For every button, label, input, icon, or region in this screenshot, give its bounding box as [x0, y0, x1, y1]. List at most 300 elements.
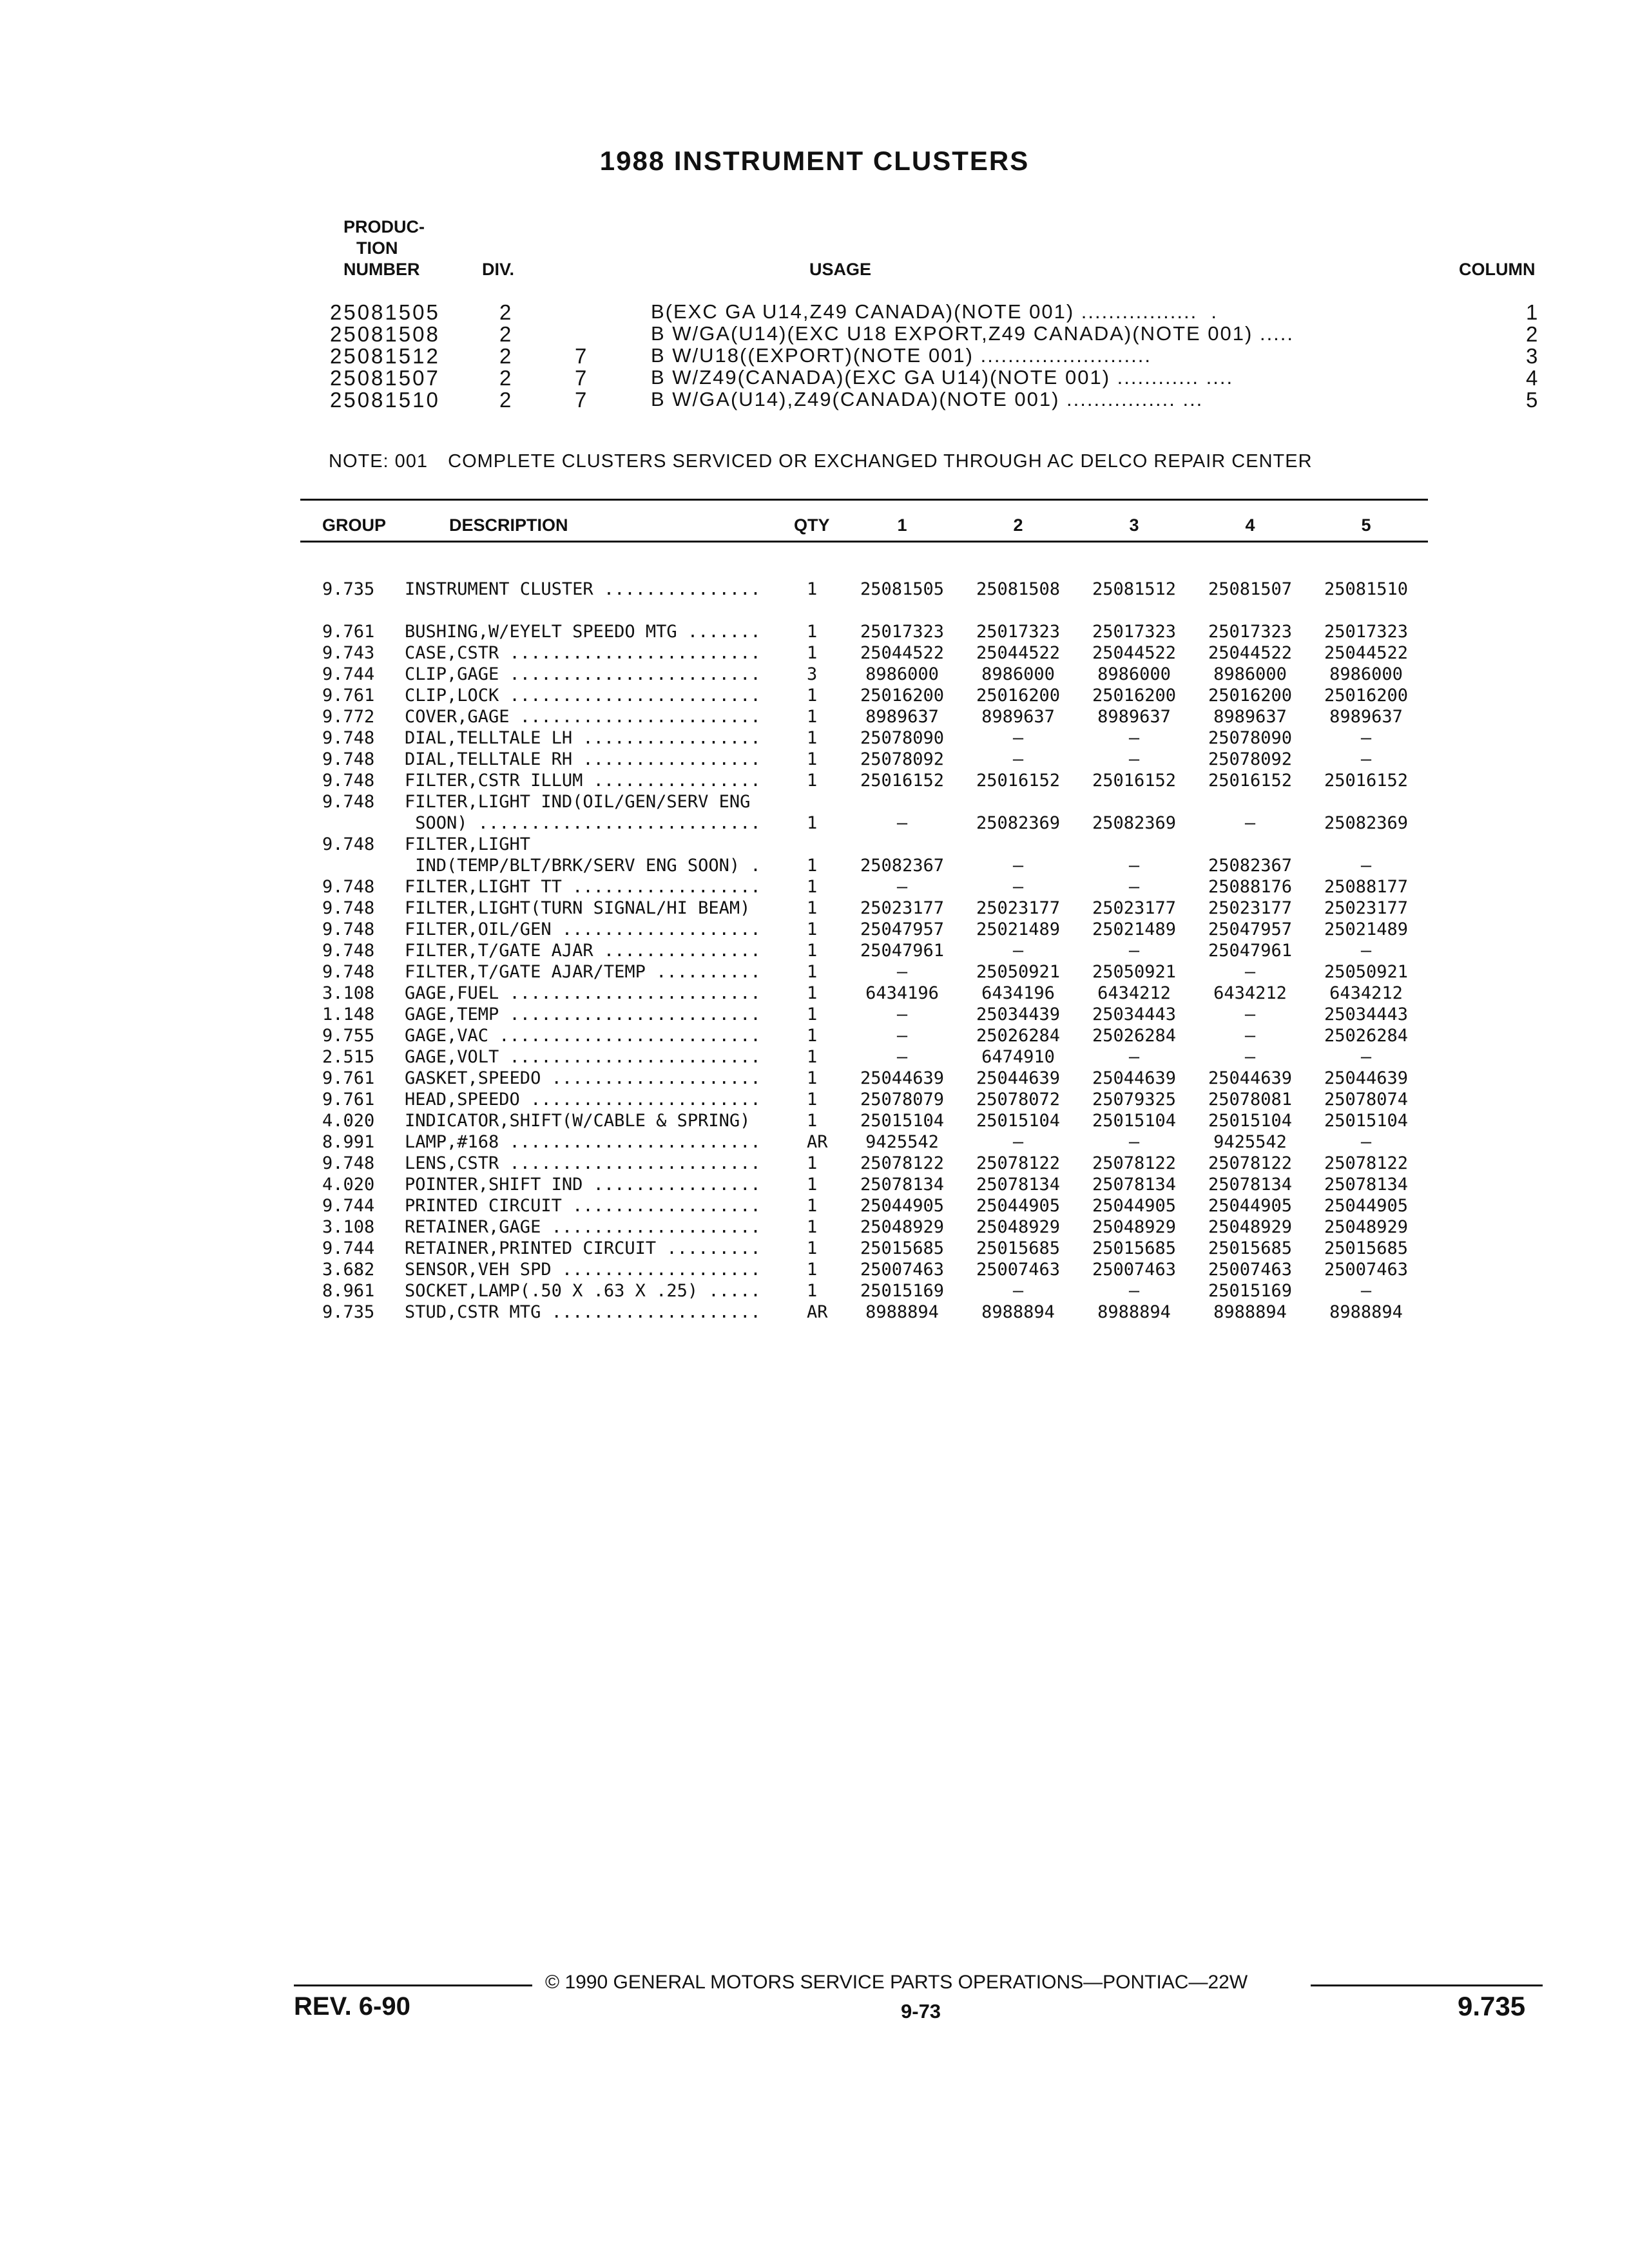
production-number: 25081510 [330, 388, 440, 412]
part-number-cell: 25048929 [860, 1217, 945, 1237]
usage-text: B W/GA(U14),Z49(CANADA)(NOTE 001) ................ ... [651, 388, 1204, 410]
part-number-cell: — [1244, 962, 1256, 982]
description-cell: FILTER,LIGHT [405, 834, 531, 854]
description-header: DESCRIPTION [449, 515, 568, 535]
part-number-cell: — [896, 1026, 908, 1046]
part-number-cell: 8986000 [1329, 664, 1403, 684]
part-number-cell: 25026284 [1324, 1026, 1409, 1046]
part-number-cell: — [1360, 749, 1372, 769]
table-row [0, 983, 1629, 1004]
part-number-cell: — [1012, 728, 1024, 748]
group-cell: 9.748 [322, 898, 375, 918]
usage-text: B(EXC GA U14,Z49 CANADA)(NOTE 001) ................. . [651, 300, 1219, 323]
part-number-cell: 25082367 [1208, 856, 1293, 876]
part-number-cell: 25034443 [1324, 1004, 1409, 1024]
part-number-cell: 25044905 [1324, 1196, 1409, 1216]
part-number-cell: 25016152 [1208, 771, 1293, 791]
qty-cell: 1 [807, 1217, 818, 1237]
qty-cell: 1 [807, 771, 818, 791]
qty-cell: 1 [807, 1238, 818, 1258]
description-cell: RETAINER,GAGE .................... [405, 1217, 761, 1237]
production-number: 25081512 [330, 344, 440, 368]
part-number-cell: — [1360, 1132, 1372, 1152]
part-number-cell: 25021489 [976, 919, 1061, 939]
qty-cell: 1 [807, 1153, 818, 1173]
produc-label: PRODUC- [343, 217, 425, 236]
usage-text: B W/U18((EXPORT)(NOTE 001) ......................... [651, 344, 1152, 367]
part-number-cell: 8986000 [981, 664, 1055, 684]
qty-cell: 1 [807, 1090, 818, 1110]
part-number-cell: 8989637 [865, 707, 939, 727]
part-number-cell: 25015685 [1092, 1238, 1177, 1258]
description-cell: POINTER,SHIFT IND ................ [405, 1175, 761, 1195]
group-cell: 9.735 [322, 579, 375, 599]
description-cell: STUD,CSTR MTG .................... [405, 1302, 761, 1322]
part-number-cell: 8989637 [1097, 707, 1171, 727]
part-number-cell: 25048929 [1092, 1217, 1177, 1237]
div-label: DIV. [482, 260, 515, 279]
table-row [0, 1089, 1629, 1110]
group-cell: 9.744 [322, 1196, 375, 1216]
division: 2 [499, 366, 514, 390]
part-number-cell: 25047961 [860, 941, 945, 961]
group-cell: 2.515 [322, 1047, 375, 1067]
part-number-cell: 25016200 [976, 686, 1061, 706]
part-number-cell: — [1128, 1281, 1140, 1301]
part-number-cell: 25082369 [1324, 813, 1409, 833]
part-number-cell: 8986000 [1213, 664, 1287, 684]
part-number-cell: — [896, 813, 908, 833]
part-number-cell: 25078134 [860, 1175, 945, 1195]
part-number-cell: — [1360, 856, 1372, 876]
part-number-cell: 25044522 [860, 643, 945, 663]
description-cell: GAGE,FUEL ........................ [405, 983, 761, 1003]
table-row [0, 1195, 1629, 1216]
part-number-cell: 8988894 [1213, 1302, 1287, 1322]
part-number-cell: 25078092 [860, 749, 945, 769]
footer-rule-right [1311, 1984, 1543, 1986]
qty-cell: 1 [807, 1004, 818, 1024]
part-number-cell: 8989637 [1329, 707, 1403, 727]
part-number-cell: 25023177 [860, 898, 945, 918]
description-cell: GASKET,SPEEDO .................... [405, 1068, 761, 1088]
qty-cell: 1 [807, 898, 818, 918]
part-number-cell: — [1244, 1047, 1256, 1067]
group-cell: 9.744 [322, 664, 375, 684]
part-number-cell: 25078134 [976, 1175, 1061, 1195]
table-row [0, 685, 1629, 706]
part-number-cell: 6434196 [865, 983, 939, 1003]
qty-cell: AR [807, 1302, 828, 1322]
part-number-cell: 25078122 [1208, 1153, 1293, 1173]
part-number-cell: 25023177 [1092, 898, 1177, 918]
table-row [0, 791, 1629, 812]
table-row [0, 1110, 1629, 1131]
part-number-cell: — [1128, 728, 1140, 748]
qty-cell: 1 [807, 983, 818, 1003]
group-cell: 9.743 [322, 643, 375, 663]
part-number-cell: 25081505 [860, 579, 945, 599]
group-cell: 9.748 [322, 834, 375, 854]
table-row [0, 1259, 1629, 1280]
part-number-cell: 25050921 [1324, 962, 1409, 982]
part-number-cell: — [896, 1047, 908, 1067]
part-number-cell: — [1128, 1132, 1140, 1152]
part-number-cell: — [1360, 941, 1372, 961]
qty-cell: 1 [807, 1068, 818, 1088]
qty-header: QTY [794, 515, 830, 535]
note-label: NOTE: 001 [329, 451, 429, 472]
column-label: COLUMN [1459, 260, 1536, 279]
division: 2 [499, 388, 514, 412]
description-cell: GAGE,VOLT ........................ [405, 1047, 761, 1067]
part-number-cell: 25088177 [1324, 877, 1409, 897]
part-number-cell: — [1360, 728, 1372, 748]
group-cell: 9.748 [322, 792, 375, 812]
production-number: 25081508 [330, 322, 440, 346]
table-row [0, 1174, 1629, 1195]
part-number-cell: 25023177 [1324, 898, 1409, 918]
part-number-cell: — [1360, 1047, 1372, 1067]
part-number-cell: 6434212 [1329, 983, 1403, 1003]
table-row [0, 1068, 1629, 1089]
part-number-cell: — [1012, 1281, 1024, 1301]
part-number-cell: 25044905 [1208, 1196, 1293, 1216]
part-number-cell: 25044905 [860, 1196, 945, 1216]
part-number-cell: 25023177 [976, 898, 1061, 918]
part-number-cell: 25044639 [860, 1068, 945, 1088]
division-secondary: 7 [575, 366, 589, 390]
description-cell: FILTER,T/GATE AJAR ............... [405, 941, 761, 961]
description-cell: GAGE,VAC ......................... [405, 1026, 761, 1046]
part-number-cell: 8988894 [1329, 1302, 1403, 1322]
part-number-cell: 25078092 [1208, 749, 1293, 769]
part-number-cell: 25044639 [1092, 1068, 1177, 1088]
part-number-cell: 25007463 [1092, 1260, 1177, 1280]
part-number-cell: 25078122 [976, 1153, 1061, 1173]
part-number-cell: 25044905 [1092, 1196, 1177, 1216]
part-number-cell: 25017323 [976, 622, 1061, 642]
part-number-cell: — [1012, 856, 1024, 876]
table-row [0, 749, 1629, 770]
description-cell: BUSHING,W/EYELT SPEEDO MTG ....... [405, 622, 761, 642]
group-cell: 9.744 [322, 1238, 375, 1258]
table-row [0, 812, 1629, 834]
number-label: NUMBER [343, 260, 420, 279]
part-number-cell: 25081507 [1208, 579, 1293, 599]
revision-label: REV. 6-90 [294, 1992, 410, 2021]
part-number-cell: 25007463 [1208, 1260, 1293, 1280]
column-number: 3 [1526, 344, 1540, 368]
qty-cell: 1 [807, 1047, 818, 1067]
usage-text: B W/Z49(CANADA)(EXC GA U14)(NOTE 001) ............ .... [651, 366, 1234, 389]
part-number-cell: 25015104 [1324, 1111, 1409, 1131]
description-cell: SOON) ........................... [405, 813, 761, 833]
description-cell: COVER,GAGE ....................... [405, 707, 761, 727]
part-number-cell: 25044522 [976, 643, 1061, 663]
description-cell: IND(TEMP/BLT/BRK/SERV ENG SOON) . [405, 856, 761, 876]
part-number-cell: 25078122 [860, 1153, 945, 1173]
part-number-cell: 25015685 [1324, 1238, 1409, 1258]
table-row [0, 834, 1629, 855]
part-number-cell: 25048929 [1324, 1217, 1409, 1237]
part-number-cell: 8988894 [1097, 1302, 1171, 1322]
table-row [0, 1216, 1629, 1238]
part-number-cell: 25015685 [860, 1238, 945, 1258]
column-number: 4 [1526, 366, 1540, 390]
part-number-cell: — [1128, 941, 1140, 961]
group-cell: 9.748 [322, 919, 375, 939]
description-cell: LENS,CSTR ........................ [405, 1153, 761, 1173]
part-number-cell: 6434196 [981, 983, 1055, 1003]
column-1-header: 1 [897, 515, 907, 535]
part-number-cell: 25016200 [1208, 686, 1293, 706]
part-number-cell: 25015104 [860, 1111, 945, 1131]
table-row [0, 855, 1629, 876]
group-cell: 3.682 [322, 1260, 375, 1280]
group-cell: 8.991 [322, 1132, 375, 1152]
section-number: 9.735 [1458, 1991, 1526, 2021]
division-secondary: 7 [575, 344, 589, 368]
part-number-cell: 25078134 [1092, 1175, 1177, 1195]
part-number-cell: — [1128, 749, 1140, 769]
part-number-cell: 25015169 [860, 1281, 945, 1301]
group-cell: 9.761 [322, 686, 375, 706]
part-number-cell: 25078072 [976, 1090, 1061, 1110]
description-cell: SOCKET,LAMP(.50 X .63 X .25) ..... [405, 1281, 761, 1301]
part-number-cell: 25016200 [1324, 686, 1409, 706]
footer-rule-left [294, 1984, 532, 1986]
group-cell: 9.748 [322, 962, 375, 982]
part-number-cell: — [1244, 1026, 1256, 1046]
table-row [0, 642, 1629, 664]
description-cell: GAGE,TEMP ........................ [405, 1004, 761, 1024]
part-number-cell: 25088176 [1208, 877, 1293, 897]
part-number-cell: 6434212 [1097, 983, 1171, 1003]
qty-cell: 1 [807, 749, 818, 769]
part-number-cell: 25044522 [1208, 643, 1293, 663]
part-number-cell: 25034439 [976, 1004, 1061, 1024]
part-number-cell: 25021489 [1324, 919, 1409, 939]
copyright-line: © 1990 GENERAL MOTORS SERVICE PARTS OPERATIONS—PONTIAC—22W [545, 1972, 1248, 1993]
description-cell: INDICATOR,SHIFT(W/CABLE & SPRING) [405, 1111, 751, 1131]
qty-cell: 1 [807, 919, 818, 939]
part-number-cell: 25081510 [1324, 579, 1409, 599]
qty-cell: 1 [807, 1260, 818, 1280]
table-row [0, 898, 1629, 919]
part-number-cell: 25081508 [976, 579, 1061, 599]
table-row [0, 770, 1629, 791]
table-row [0, 621, 1629, 642]
table-row [0, 1004, 1629, 1025]
part-number-cell: 25048929 [976, 1217, 1061, 1237]
part-number-cell: 25015685 [1208, 1238, 1293, 1258]
part-number-cell: 25050921 [1092, 962, 1177, 982]
qty-cell: 1 [807, 813, 818, 833]
part-number-cell: — [1012, 941, 1024, 961]
description-cell: FILTER,LIGHT(TURN SIGNAL/HI BEAM) [405, 898, 751, 918]
description-cell: CLIP,LOCK ........................ [405, 686, 761, 706]
part-number-cell: 25048929 [1208, 1217, 1293, 1237]
part-number-cell: 25015104 [1092, 1111, 1177, 1131]
part-number-cell: — [1128, 856, 1140, 876]
qty-cell: 1 [807, 643, 818, 663]
group-cell: 9.748 [322, 771, 375, 791]
part-number-cell: 25044639 [1324, 1068, 1409, 1088]
table-top-rule [300, 499, 1428, 501]
qty-cell: 1 [807, 962, 818, 982]
part-number-cell: — [896, 962, 908, 982]
qty-cell: 1 [807, 1026, 818, 1046]
part-number-cell: — [1360, 1281, 1372, 1301]
part-number-cell: 25015685 [976, 1238, 1061, 1258]
qty-cell: 3 [807, 664, 818, 684]
qty-cell: 1 [807, 1281, 818, 1301]
description-cell: SENSOR,VEH SPD ................... [405, 1260, 761, 1280]
part-number-cell: 25016152 [860, 771, 945, 791]
description-cell: PRINTED CIRCUIT .................. [405, 1196, 761, 1216]
part-number-cell: 25078134 [1208, 1175, 1293, 1195]
part-number-cell: 25023177 [1208, 898, 1293, 918]
part-number-cell: 25044639 [976, 1068, 1061, 1088]
page-number: 9-73 [901, 2000, 941, 2023]
part-number-cell: 25078122 [1324, 1153, 1409, 1173]
note-text: COMPLETE CLUSTERS SERVICED OR EXCHANGED THROUGH AC DELCO REPAIR CENTER [448, 451, 1313, 472]
part-number-cell: 25047957 [1208, 919, 1293, 939]
part-number-cell: 25078081 [1208, 1090, 1293, 1110]
part-number-cell: 25044522 [1092, 643, 1177, 663]
group-cell: 1.148 [322, 1004, 375, 1024]
usage-label: USAGE [809, 260, 872, 279]
part-number-cell: 25044522 [1324, 643, 1409, 663]
part-number-cell: — [1012, 877, 1024, 897]
column-number: 1 [1526, 300, 1540, 324]
part-number-cell: 25017323 [860, 622, 945, 642]
qty-cell: 1 [807, 728, 818, 748]
part-number-cell: 25047957 [860, 919, 945, 939]
part-number-cell: 8986000 [865, 664, 939, 684]
part-number-cell: 25016152 [976, 771, 1061, 791]
part-number-cell: 25017323 [1208, 622, 1293, 642]
column-4-header: 4 [1245, 515, 1255, 535]
qty-cell: 1 [807, 707, 818, 727]
part-number-cell: 25078079 [860, 1090, 945, 1110]
table-row [0, 1046, 1629, 1068]
part-number-cell: 25078134 [1324, 1175, 1409, 1195]
part-number-cell: 25016152 [1092, 771, 1177, 791]
qty-cell: 1 [807, 941, 818, 961]
part-number-cell: 25047961 [1208, 941, 1293, 961]
group-cell: 9.748 [322, 728, 375, 748]
part-number-cell: 25044905 [976, 1196, 1061, 1216]
part-number-cell: — [1244, 1004, 1256, 1024]
description-cell: HEAD,SPEEDO ...................... [405, 1090, 761, 1110]
part-number-cell: 25017323 [1324, 622, 1409, 642]
description-cell: FILTER,LIGHT IND(OIL/GEN/SERV ENG [405, 792, 751, 812]
group-cell: 8.961 [322, 1281, 375, 1301]
group-cell: 9.735 [322, 1302, 375, 1322]
description-cell: CASE,CSTR ........................ [405, 643, 761, 663]
column-number: 2 [1526, 322, 1540, 346]
table-row [0, 579, 1629, 600]
part-number-cell: — [896, 1004, 908, 1024]
group-cell: 9.761 [322, 1068, 375, 1088]
division-secondary: 7 [575, 388, 589, 412]
table-row [0, 940, 1629, 961]
table-row [0, 876, 1629, 898]
part-number-cell: 25044639 [1208, 1068, 1293, 1088]
part-number-cell: 8988894 [981, 1302, 1055, 1322]
page-title: 1988 INSTRUMENT CLUSTERS [599, 146, 1030, 176]
description-cell: CLIP,GAGE ........................ [405, 664, 761, 684]
description-cell: LAMP,#168 ........................ [405, 1132, 761, 1152]
table-row [0, 1280, 1629, 1302]
part-number-cell: 25050921 [976, 962, 1061, 982]
table-row [0, 1153, 1629, 1174]
part-number-cell: 8989637 [981, 707, 1055, 727]
part-number-cell: 8989637 [1213, 707, 1287, 727]
description-cell: DIAL,TELLTALE LH ................. [405, 728, 761, 748]
group-cell: 9.761 [322, 622, 375, 642]
production-number: 25081505 [330, 300, 440, 324]
part-number-cell: 25007463 [976, 1260, 1061, 1280]
part-number-cell: 6474910 [981, 1047, 1055, 1067]
part-number-cell: — [1128, 877, 1140, 897]
description-cell: FILTER,CSTR ILLUM ................ [405, 771, 761, 791]
part-number-cell: 25034443 [1092, 1004, 1177, 1024]
table-row [0, 961, 1629, 983]
description-cell: FILTER,OIL/GEN ................... [405, 919, 761, 939]
qty-cell: 1 [807, 1111, 818, 1131]
part-number-cell: 25082369 [976, 813, 1061, 833]
description-cell: RETAINER,PRINTED CIRCUIT ......... [405, 1238, 761, 1258]
group-cell: 9.748 [322, 877, 375, 897]
group-cell: 9.755 [322, 1026, 375, 1046]
qty-cell: 1 [807, 1196, 818, 1216]
part-number-cell: 9425542 [1213, 1132, 1287, 1152]
qty-cell: 1 [807, 856, 818, 876]
description-cell: FILTER,LIGHT TT .................. [405, 877, 761, 897]
part-number-cell: 9425542 [865, 1132, 939, 1152]
group-cell: 9.748 [322, 749, 375, 769]
part-number-cell: 25016152 [1324, 771, 1409, 791]
part-number-cell: 25026284 [1092, 1026, 1177, 1046]
part-number-cell: 25078074 [1324, 1090, 1409, 1110]
part-number-cell: — [1012, 1132, 1024, 1152]
part-number-cell: 25007463 [860, 1260, 945, 1280]
group-cell: 4.020 [322, 1111, 375, 1131]
tion-label: TION [356, 238, 398, 258]
qty-cell: 1 [807, 579, 818, 599]
part-number-cell: 25082369 [1092, 813, 1177, 833]
description-cell: FILTER,T/GATE AJAR/TEMP .......... [405, 962, 761, 982]
table-row [0, 1025, 1629, 1046]
column-5-header: 5 [1361, 515, 1371, 535]
column-3-header: 3 [1129, 515, 1139, 535]
part-number-cell: 8988894 [865, 1302, 939, 1322]
column-2-header: 2 [1013, 515, 1023, 535]
part-number-cell: 25078090 [860, 728, 945, 748]
qty-cell: AR [807, 1132, 828, 1152]
qty-cell: 1 [807, 622, 818, 642]
part-number-cell: 6434212 [1213, 983, 1287, 1003]
group-cell: 4.020 [322, 1175, 375, 1195]
part-number-cell: — [896, 877, 908, 897]
description-cell: INSTRUMENT CLUSTER ............... [405, 579, 761, 599]
group-header: GROUP [322, 515, 387, 535]
table-row [0, 664, 1629, 685]
part-number-cell: 25007463 [1324, 1260, 1409, 1280]
